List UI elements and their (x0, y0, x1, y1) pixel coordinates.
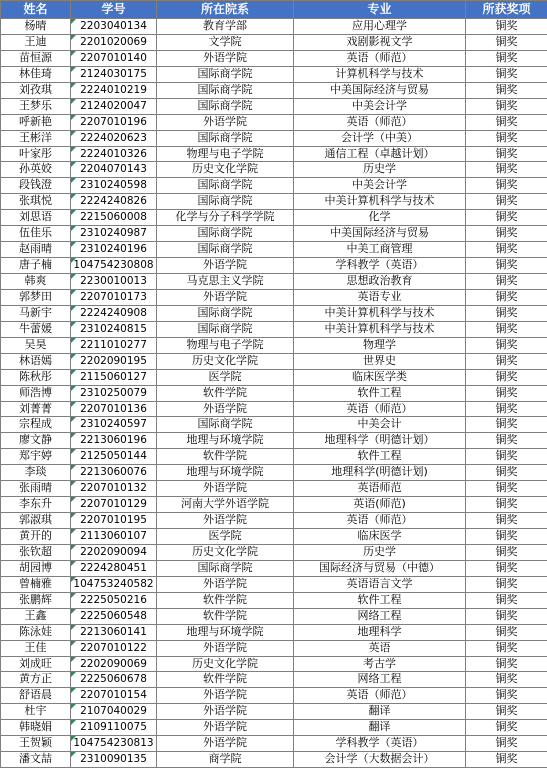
table-row (1, 576, 547, 592)
cell-student-id: 104753240582 (71, 576, 157, 592)
table-row (1, 114, 547, 130)
cell-department: 外语学院 (157, 258, 294, 274)
cell-major: 临床医学类 (294, 369, 466, 385)
cell-major: 中美计算机科学与技术 (294, 305, 466, 321)
cell-major: 英语（师范） (294, 513, 466, 529)
cell-award: 铜奖 (466, 497, 547, 513)
cell-award: 铜奖 (466, 704, 547, 720)
cell-department: 物理与电子学院 (157, 146, 294, 162)
cell-name: 唐子楠 (1, 258, 71, 274)
cell-award: 铜奖 (466, 289, 547, 305)
cell-department: 外语学院 (157, 704, 294, 720)
cell-name: 韩晓娟 (1, 720, 71, 736)
cell-award: 铜奖 (466, 194, 547, 210)
cell-name: 苗恒源 (1, 50, 71, 66)
cell-major: 英语（师范） (294, 114, 466, 130)
cell-name: 郭淑琪 (1, 513, 71, 529)
cell-award: 铜奖 (466, 672, 547, 688)
cell-award: 铜奖 (466, 688, 547, 704)
cell-major: 学科教学（英语） (294, 736, 466, 752)
cell-department: 软件学院 (157, 385, 294, 401)
table-row (1, 337, 547, 353)
cell-department: 软件学院 (157, 449, 294, 465)
table-row (1, 82, 547, 98)
cell-name: 曾楠雅 (1, 576, 71, 592)
cell-name: 韩爽 (1, 274, 71, 290)
cell-major: 英语（师范） (294, 688, 466, 704)
table-row (1, 560, 547, 576)
table-row (1, 704, 547, 720)
cell-student-id: 2207010173 (71, 289, 157, 305)
table-row (1, 289, 547, 305)
cell-student-id: 2207010154 (71, 688, 157, 704)
cell-student-id: 2107040029 (71, 704, 157, 720)
table-row (1, 385, 547, 401)
cell-department: 外语学院 (157, 736, 294, 752)
cell-student-id: 2207010195 (71, 513, 157, 529)
cell-student-id: 2124020047 (71, 98, 157, 114)
cell-major: 中美会计学 (294, 98, 466, 114)
cell-major: 英语(师范) (294, 497, 466, 513)
cell-award: 铜奖 (466, 114, 547, 130)
table-row (1, 640, 547, 656)
cell-student-id: 2225050216 (71, 592, 157, 608)
cell-student-id: 2202090069 (71, 656, 157, 672)
cell-major: 中美工商管理 (294, 242, 466, 258)
cell-department: 软件学院 (157, 592, 294, 608)
cell-department: 地理与环境学院 (157, 465, 294, 481)
cell-department: 外语学院 (157, 513, 294, 529)
cell-major: 英语 (294, 640, 466, 656)
cell-award: 铜奖 (466, 544, 547, 560)
cell-major: 软件工程 (294, 449, 466, 465)
cell-department: 文学院 (157, 34, 294, 50)
cell-student-id: 2115060127 (71, 369, 157, 385)
cell-major: 物理学 (294, 337, 466, 353)
cell-student-id: 2124030175 (71, 66, 157, 82)
cell-name: 刘孜琪 (1, 82, 71, 98)
cell-student-id: 2113060107 (71, 529, 157, 545)
cell-major: 化学 (294, 210, 466, 226)
cell-award: 铜奖 (466, 146, 547, 162)
cell-department: 国际商学院 (157, 66, 294, 82)
cell-department: 外语学院 (157, 576, 294, 592)
cell-department: 历史文化学院 (157, 544, 294, 560)
cell-student-id: 2213060196 (71, 433, 157, 449)
cell-major: 戏剧影视文学 (294, 34, 466, 50)
cell-award: 铜奖 (466, 640, 547, 656)
cell-name: 刘菁菁 (1, 401, 71, 417)
cell-name: 赵雨晴 (1, 242, 71, 258)
cell-student-id: 2310240815 (71, 321, 157, 337)
cell-major: 英语师范 (294, 481, 466, 497)
cell-major: 历史学 (294, 162, 466, 178)
cell-student-id: 2224010219 (71, 82, 157, 98)
cell-name: 陈秋彤 (1, 369, 71, 385)
cell-name: 杨晴 (1, 19, 71, 35)
cell-major: 国际经济与贸易（中德） (294, 560, 466, 576)
table-row (1, 98, 547, 114)
cell-department: 软件学院 (157, 608, 294, 624)
cell-award: 铜奖 (466, 385, 547, 401)
cell-department: 外语学院 (157, 481, 294, 497)
cell-major: 英语（师范） (294, 50, 466, 66)
cell-name: 宗程成 (1, 417, 71, 433)
cell-name: 段钱澄 (1, 178, 71, 194)
cell-major: 网络工程 (294, 672, 466, 688)
cell-major: 英语语言文学 (294, 576, 466, 592)
cell-department: 外语学院 (157, 720, 294, 736)
cell-name: 吴昊 (1, 337, 71, 353)
cell-name: 王鑫 (1, 608, 71, 624)
cell-major: 世界史 (294, 353, 466, 369)
cell-student-id: 2224240908 (71, 305, 157, 321)
cell-student-id: 2310240987 (71, 226, 157, 242)
cell-student-id: 2211010277 (71, 337, 157, 353)
cell-department: 河南大学外语学院 (157, 497, 294, 513)
cell-major: 软件工程 (294, 385, 466, 401)
cell-department: 历史文化学院 (157, 353, 294, 369)
cell-award: 铜奖 (466, 19, 547, 35)
cell-student-id: 2207010196 (71, 114, 157, 130)
cell-major: 英语专业 (294, 289, 466, 305)
cell-department: 国际商学院 (157, 321, 294, 337)
table-row (1, 433, 547, 449)
cell-name: 王贺颖 (1, 736, 71, 752)
header-student-id: 学号 (71, 1, 157, 19)
table-row (1, 688, 547, 704)
cell-major: 会计学（中美） (294, 130, 466, 146)
cell-award: 铜奖 (466, 369, 547, 385)
cell-name: 叶家彤 (1, 146, 71, 162)
cell-department: 教育学部 (157, 19, 294, 35)
cell-student-id: 104754230813 (71, 736, 157, 752)
cell-major: 地理科学 (294, 624, 466, 640)
table-row (1, 656, 547, 672)
cell-major: 会计学（大数据会计） (294, 752, 466, 768)
cell-award: 铜奖 (466, 592, 547, 608)
cell-major: 历史学 (294, 544, 466, 560)
cell-student-id: 2224010326 (71, 146, 157, 162)
cell-name: 牛蕾媛 (1, 321, 71, 337)
cell-award: 铜奖 (466, 66, 547, 82)
cell-name: 李东升 (1, 497, 71, 513)
table-row (1, 66, 547, 82)
cell-student-id: 2225060548 (71, 608, 157, 624)
cell-name: 马新宇 (1, 305, 71, 321)
table-row (1, 736, 547, 752)
cell-award: 铜奖 (466, 401, 547, 417)
cell-student-id: 2310240597 (71, 417, 157, 433)
cell-student-id: 2213060076 (71, 465, 157, 481)
cell-award: 铜奖 (466, 321, 547, 337)
cell-department: 医学院 (157, 529, 294, 545)
cell-department: 国际商学院 (157, 178, 294, 194)
cell-student-id: 2203040134 (71, 19, 157, 35)
cell-award: 铜奖 (466, 465, 547, 481)
cell-student-id: 2202090195 (71, 353, 157, 369)
cell-student-id: 2207010122 (71, 640, 157, 656)
cell-name: 王梦乐 (1, 98, 71, 114)
header-name: 姓名 (1, 1, 71, 19)
cell-award: 铜奖 (466, 656, 547, 672)
table-row (1, 146, 547, 162)
cell-name: 林佳琦 (1, 66, 71, 82)
table-row (1, 274, 547, 290)
cell-name: 胡园博 (1, 560, 71, 576)
cell-department: 国际商学院 (157, 560, 294, 576)
table-row (1, 258, 547, 274)
table-row (1, 226, 547, 242)
cell-name: 林语嫣 (1, 353, 71, 369)
cell-student-id: 2224240826 (71, 194, 157, 210)
table-row (1, 672, 547, 688)
cell-department: 外语学院 (157, 640, 294, 656)
cell-major: 英语（师范） (294, 401, 466, 417)
cell-name: 呼新艳 (1, 114, 71, 130)
cell-award: 铜奖 (466, 433, 547, 449)
table-row (1, 353, 547, 369)
cell-name: 张雨晴 (1, 481, 71, 497)
cell-name: 孙英姣 (1, 162, 71, 178)
cell-major: 中美计算机科学与技术 (294, 194, 466, 210)
cell-award: 铜奖 (466, 353, 547, 369)
table-row (1, 305, 547, 321)
cell-name: 师浩博 (1, 385, 71, 401)
cell-major: 地理科学（明德计划） (294, 433, 466, 449)
cell-award: 铜奖 (466, 608, 547, 624)
cell-department: 国际商学院 (157, 82, 294, 98)
table-row (1, 417, 547, 433)
cell-student-id: 2310090135 (71, 752, 157, 768)
table-row (1, 162, 547, 178)
cell-major: 中美会计学 (294, 178, 466, 194)
cell-student-id: 2310250079 (71, 385, 157, 401)
cell-department: 物理与电子学院 (157, 337, 294, 353)
cell-department: 历史文化学院 (157, 656, 294, 672)
cell-department: 国际商学院 (157, 98, 294, 114)
cell-major: 翻译 (294, 704, 466, 720)
cell-major: 网络工程 (294, 608, 466, 624)
cell-award: 铜奖 (466, 242, 547, 258)
cell-name: 伍佳乐 (1, 226, 71, 242)
cell-name: 张琪悦 (1, 194, 71, 210)
cell-award: 铜奖 (466, 210, 547, 226)
cell-major: 思想政治教育 (294, 274, 466, 290)
cell-department: 外语学院 (157, 401, 294, 417)
cell-student-id: 2202090094 (71, 544, 157, 560)
cell-name: 刘成旺 (1, 656, 71, 672)
cell-award: 铜奖 (466, 417, 547, 433)
cell-name: 杜宇 (1, 704, 71, 720)
cell-award: 铜奖 (466, 752, 547, 768)
cell-name: 郭梦田 (1, 289, 71, 305)
cell-major: 临床医学 (294, 529, 466, 545)
cell-department: 外语学院 (157, 289, 294, 305)
cell-name: 王迪 (1, 34, 71, 50)
cell-major: 中美国际经济与贸易 (294, 82, 466, 98)
cell-department: 马克思主义学院 (157, 274, 294, 290)
cell-student-id: 2310240598 (71, 178, 157, 194)
table-row (1, 529, 547, 545)
cell-department: 地理与环境学院 (157, 433, 294, 449)
cell-major: 考古学 (294, 656, 466, 672)
table-row (1, 752, 547, 768)
table-body (1, 19, 547, 768)
cell-name: 王佳 (1, 640, 71, 656)
cell-award: 铜奖 (466, 50, 547, 66)
table-row (1, 34, 547, 50)
cell-award: 铜奖 (466, 98, 547, 114)
table-row (1, 194, 547, 210)
table-row (1, 497, 547, 513)
cell-department: 软件学院 (157, 672, 294, 688)
cell-major: 学科教学（英语） (294, 258, 466, 274)
cell-major: 通信工程（卓越计划） (294, 146, 466, 162)
cell-name: 陈泳娃 (1, 624, 71, 640)
table-row (1, 720, 547, 736)
cell-department: 国际商学院 (157, 194, 294, 210)
table-row (1, 210, 547, 226)
cell-award: 铜奖 (466, 226, 547, 242)
cell-major: 计算机科学与技术 (294, 66, 466, 82)
cell-department: 化学与分子科学学院 (157, 210, 294, 226)
cell-award: 铜奖 (466, 576, 547, 592)
cell-name: 郑宇婷 (1, 449, 71, 465)
cell-name: 刘思语 (1, 210, 71, 226)
cell-student-id: 2204070143 (71, 162, 157, 178)
table-row (1, 592, 547, 608)
cell-department: 历史文化学院 (157, 162, 294, 178)
cell-student-id: 2215060008 (71, 210, 157, 226)
table-row (1, 50, 547, 66)
cell-name: 王彬洋 (1, 130, 71, 146)
cell-department: 国际商学院 (157, 130, 294, 146)
cell-award: 铜奖 (466, 305, 547, 321)
table-row (1, 608, 547, 624)
cell-award: 铜奖 (466, 624, 547, 640)
table-row (1, 513, 547, 529)
cell-award: 铜奖 (466, 258, 547, 274)
cell-department: 国际商学院 (157, 226, 294, 242)
cell-major: 应用心理学 (294, 19, 466, 35)
cell-major: 中美计算机科学与技术 (294, 321, 466, 337)
cell-student-id: 2201020069 (71, 34, 157, 50)
cell-name: 潘文喆 (1, 752, 71, 768)
cell-student-id: 2125050144 (71, 449, 157, 465)
cell-name: 李琰 (1, 465, 71, 481)
cell-award: 铜奖 (466, 736, 547, 752)
table-row (1, 19, 547, 35)
cell-award: 铜奖 (466, 560, 547, 576)
table-row (1, 481, 547, 497)
header-department: 所在院系 (157, 1, 294, 19)
cell-award: 铜奖 (466, 274, 547, 290)
cell-major: 地理科学(明德计划) (294, 465, 466, 481)
cell-name: 廖文静 (1, 433, 71, 449)
cell-award: 铜奖 (466, 130, 547, 146)
table-row (1, 321, 547, 337)
table-header (1, 1, 547, 19)
cell-major: 中美国际经济与贸易 (294, 226, 466, 242)
cell-student-id: 104754230808 (71, 258, 157, 274)
header-row (1, 1, 547, 19)
cell-award: 铜奖 (466, 34, 547, 50)
table-row (1, 465, 547, 481)
table-row (1, 130, 547, 146)
cell-department: 商学院 (157, 752, 294, 768)
cell-student-id: 2213060141 (71, 624, 157, 640)
table-row (1, 242, 547, 258)
cell-student-id: 2230010013 (71, 274, 157, 290)
cell-department: 外语学院 (157, 114, 294, 130)
cell-award: 铜奖 (466, 162, 547, 178)
cell-department: 国际商学院 (157, 242, 294, 258)
cell-department: 外语学院 (157, 688, 294, 704)
cell-student-id: 2225060678 (71, 672, 157, 688)
cell-major: 中美会计 (294, 417, 466, 433)
cell-student-id: 2224020623 (71, 130, 157, 146)
cell-major: 软件工程 (294, 592, 466, 608)
cell-student-id: 2207010140 (71, 50, 157, 66)
cell-department: 地理与环境学院 (157, 624, 294, 640)
cell-name: 黄方正 (1, 672, 71, 688)
header-award: 所获奖项 (466, 1, 547, 19)
header-major: 专业 (294, 1, 466, 19)
cell-name: 张钦超 (1, 544, 71, 560)
cell-student-id: 2310240196 (71, 242, 157, 258)
cell-student-id: 2224280451 (71, 560, 157, 576)
cell-student-id: 2109110075 (71, 720, 157, 736)
table-row (1, 178, 547, 194)
cell-department: 国际商学院 (157, 305, 294, 321)
cell-award: 铜奖 (466, 529, 547, 545)
cell-award: 铜奖 (466, 513, 547, 529)
cell-award: 铜奖 (466, 720, 547, 736)
cell-student-id: 2207010132 (71, 481, 157, 497)
table-row (1, 449, 547, 465)
cell-award: 铜奖 (466, 449, 547, 465)
cell-name: 张鹏辉 (1, 592, 71, 608)
table-row (1, 544, 547, 560)
cell-award: 铜奖 (466, 481, 547, 497)
cell-department: 外语学院 (157, 50, 294, 66)
cell-name: 黄开的 (1, 529, 71, 545)
cell-major: 翻译 (294, 720, 466, 736)
table-row (1, 624, 547, 640)
cell-award: 铜奖 (466, 337, 547, 353)
cell-department: 国际商学院 (157, 417, 294, 433)
cell-name: 舒语晨 (1, 688, 71, 704)
cell-award: 铜奖 (466, 178, 547, 194)
cell-department: 医学院 (157, 369, 294, 385)
cell-student-id: 2207010129 (71, 497, 157, 513)
cell-award: 铜奖 (466, 82, 547, 98)
cell-student-id: 2207010136 (71, 401, 157, 417)
table-row (1, 369, 547, 385)
table-row (1, 401, 547, 417)
